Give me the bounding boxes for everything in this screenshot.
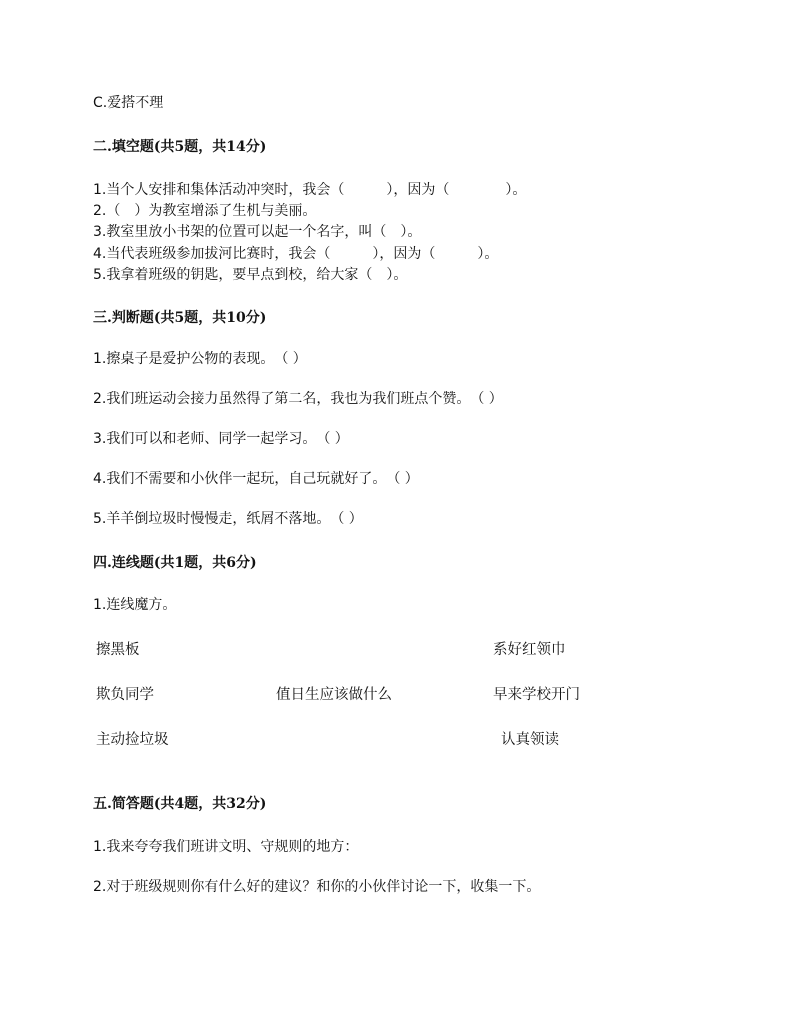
fill-blank-item-1: 1.当个人安排和集体活动冲突时，我会（ ），因为（ ）。: [93, 182, 527, 198]
judge-item-4: 4.我们不需要和小伙伴一起玩，自己玩就好了。 （ ）: [93, 471, 419, 487]
short-answer-item-1: 1.我来夸夸我们班讲文明、守规则的地方：: [93, 839, 359, 855]
matching-left-item-1: 擦黑板: [96, 642, 140, 658]
fill-blank-item-4: 4.当代表班级参加拔河比赛时，我会（ ），因为（ ）。: [93, 246, 499, 262]
matching-left-item-3: 主动捡垃圾: [96, 732, 169, 748]
matching-right-item-3: 认真领读: [501, 732, 559, 748]
previous-option-c: C.爱搭不理: [93, 95, 164, 111]
short-answer-item-2: 2.对于班级规则你有什么好的建议？和你的小伙伴讨论一下，收集一下。: [93, 879, 541, 895]
section-5-heading: 五.简答题(共4题，共32分): [93, 796, 267, 812]
matching-right-item-1: 系好红领巾: [493, 642, 566, 658]
matching-center-prompt: 值日生应该做什么: [276, 687, 392, 703]
section-3-heading: 三.判断题(共5题，共10分): [93, 310, 267, 326]
judge-item-3: 3.我们可以和老师、同学一起学习。 （ ）: [93, 431, 349, 447]
fill-blank-item-2: 2.（ ）为教室增添了生机与美丽。: [93, 203, 317, 219]
matching-question: 1.连线魔方。: [93, 597, 177, 613]
fill-blank-item-5: 5.我拿着班级的钥匙，要早点到校，给大家（ ）。: [93, 267, 408, 283]
matching-left-item-2: 欺负同学: [96, 687, 154, 703]
matching-right-item-2: 早来学校开门: [493, 687, 580, 703]
judge-item-5: 5.羊羊倒垃圾时慢慢走，纸屑不落地。 （ ）: [93, 511, 363, 527]
section-4-heading: 四.连线题(共1题，共6分): [93, 555, 257, 571]
judge-item-1: 1.擦桌子是爱护公物的表现。 （ ）: [93, 351, 307, 367]
fill-blank-item-3: 3.教室里放小书架的位置可以起一个名字，叫（ ）。: [93, 224, 422, 240]
section-2-heading: 二.填空题(共5题，共14分): [93, 139, 267, 155]
judge-item-2: 2.我们班运动会接力虽然得了第二名，我也为我们班点个赞。 （ ）: [93, 391, 503, 407]
